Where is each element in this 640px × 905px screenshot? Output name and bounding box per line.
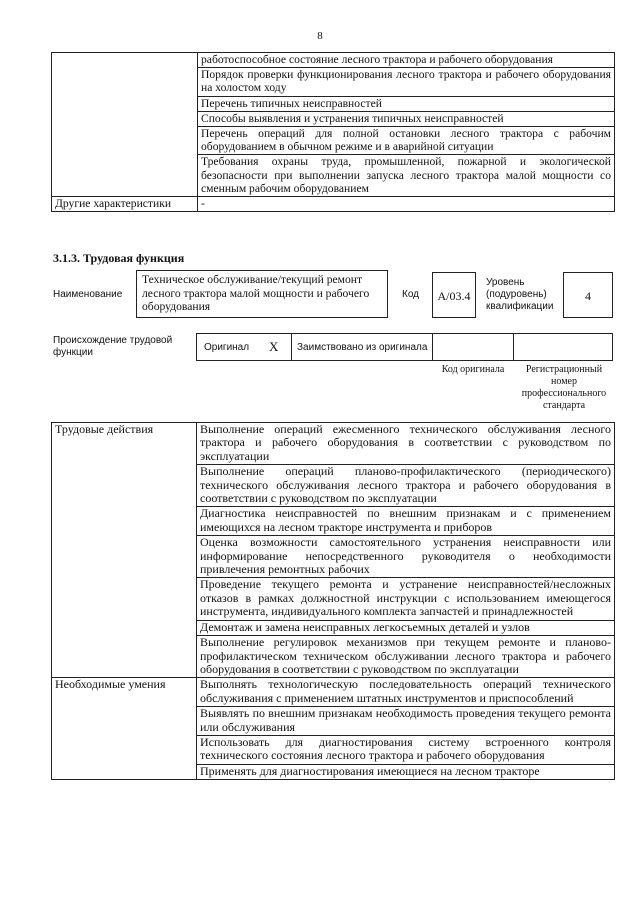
list-item: Выполнение регулировок механизмов при текущем ремонте и планово-профилактическом техническом обслуживании лесного трактора и рабочего оборудования в соответствии с руководством по эксплуатации — [197, 636, 615, 678]
level-box — [563, 272, 613, 318]
reg-number-box — [513, 333, 613, 361]
list-item: Порядок проверки функционирования лесного трактора и рабочего оборудования на холостом ходу — [198, 68, 615, 96]
borrowed-label: Заимствовано из оригинала — [297, 342, 428, 353]
reg-number-caption: Регистрационный номер профессионального стандарта — [521, 364, 607, 411]
list-item: Применять для диагностирования имеющиеся на лесном тракторе — [197, 764, 615, 779]
list-item: Диагностика неисправностей по внешним признакам и с применением имеющихся на лесном тракторе инструмента и приборов — [197, 507, 615, 536]
page-number: 8 — [317, 30, 323, 42]
list-item: Проведение текущего ремонта и устранение неисправностей/несложных отказов в рамках должностной инструкции с использованием имеющегося инструмента, индивидуального комплекта запчастей и принадлежностей — [197, 578, 615, 620]
original-label: Оригинал — [204, 342, 250, 353]
list-item: Выполнять технологическую последовательность операций технического обслуживания с применением штатных инструментов и приспособлений — [197, 678, 615, 707]
origin-code-caption: Код оригинала — [441, 364, 505, 375]
original-mark: X — [269, 339, 279, 354]
origin-label: Происхождение трудовой функции — [53, 335, 173, 358]
name-box — [136, 270, 388, 318]
original-box — [196, 333, 292, 361]
function-table — [51, 422, 615, 780]
table-row — [52, 197, 615, 212]
list-item: Выполнение операций ежесменного технического обслуживания лесного трактора и рабочего оборудования в соответствии с руководством по эксплуатации — [197, 423, 615, 465]
row-label: Другие характеристики — [52, 197, 198, 212]
section-heading: 3.1.3. Трудовая функция — [53, 251, 185, 265]
list-item: - — [198, 197, 615, 212]
code-label: Код — [402, 289, 420, 300]
list-item: Перечень операций для полной остановки лесного трактора с рабочим оборудованием в обычном режиме и в аварийной ситуации — [198, 127, 615, 155]
function-name: Техническое обслуживание/текущий ремонт лесного трактора малой мощности и рабочего оборудования — [142, 273, 370, 314]
list-item: Перечень типичных неисправностей — [198, 96, 615, 111]
code-box — [432, 272, 476, 318]
continuation-table — [51, 52, 615, 212]
list-item: Способы выявления и устранения типичных неисправностей — [198, 111, 615, 126]
row-label: Трудовые действия — [52, 423, 197, 678]
table-row — [52, 53, 615, 68]
table-row — [52, 423, 615, 465]
origin-code-box — [432, 333, 514, 361]
list-item: Использовать для диагностирования систему встроенного контроля технического состояния лесного трактора и рабочего оборудования — [197, 735, 615, 764]
level-value: 4 — [585, 289, 591, 303]
level-label: Уровень (подуровень) квалификации — [486, 277, 554, 312]
list-item: Выявлять по внешним признакам необходимость проведения текущего ремонта или обслуживания — [197, 707, 615, 736]
list-item: Демонтаж и замена неисправных легкосъемных деталей и узлов — [197, 620, 615, 635]
list-item: работоспособное состояние лесного трактора и рабочего оборудования — [198, 53, 615, 68]
row-label: Необходимые умения — [52, 678, 197, 780]
code-value: A/03.4 — [437, 289, 471, 303]
borrowed-box — [291, 333, 433, 361]
list-item: Требования охраны труда, промышленной, пожарной и экологической безопасности при выполнении запуска лесного трактора малой мощности со сменным рабочим оборудованием — [198, 155, 615, 197]
list-item: Выполнение операций планово-профилактического (периодического) технического обслуживания лесного трактора и рабочего оборудования в соответствии с руководством по эксплуатации — [197, 465, 615, 507]
row-label — [52, 53, 198, 197]
list-item: Оценка возможности самостоятельного устранения неисправности или информирование непосредственного руководителя о необходимости привлечения ремонтных рабочих — [197, 536, 615, 578]
name-label: Наименование — [53, 289, 123, 300]
table-row — [52, 678, 615, 707]
